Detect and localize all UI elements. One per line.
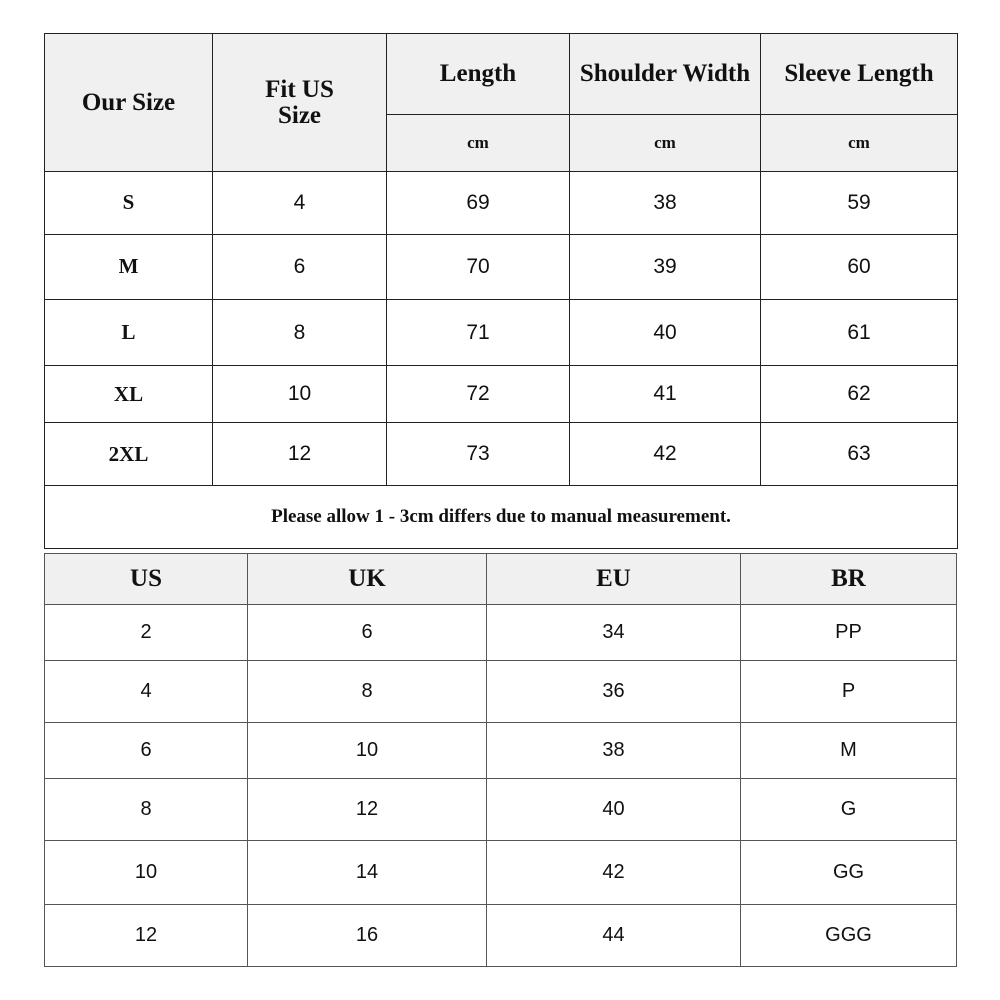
cell-length: 73 [387, 423, 570, 486]
table-row [45, 366, 958, 423]
cell-fit-us-size: 8 [213, 299, 387, 366]
cell-our-size: S [45, 172, 213, 235]
cell-us: 12 [45, 905, 248, 967]
cell-sleeve-length: 62 [761, 366, 958, 423]
cell-our-size: L [45, 299, 213, 366]
cell-shoulder-width: 38 [570, 172, 761, 235]
table-row [45, 779, 957, 841]
cell-fit-us-size: 10 [213, 366, 387, 423]
header-fit-us-size-label: Fit US Size [265, 75, 334, 129]
table-row [45, 841, 957, 905]
cell-sleeve-length: 61 [761, 299, 958, 366]
table-row [45, 234, 958, 299]
cell-uk: 16 [248, 905, 487, 967]
cell-uk: 14 [248, 841, 487, 905]
header-br: BR [741, 554, 957, 605]
cell-sleeve-length: 59 [761, 172, 958, 235]
header-eu: EU [487, 554, 741, 605]
table-row [45, 905, 957, 967]
unit-shoulder-width: cm [570, 115, 761, 172]
cell-uk: 8 [248, 661, 487, 723]
cell-us: 6 [45, 723, 248, 779]
cell-eu: 38 [487, 723, 741, 779]
measurement-note: Please allow 1 - 3cm differs due to manual measurement. [45, 486, 958, 549]
cell-our-size: 2XL [45, 423, 213, 486]
cell-us: 10 [45, 841, 248, 905]
cell-length: 70 [387, 234, 570, 299]
cell-fit-us-size: 4 [213, 172, 387, 235]
header-sleeve-length: Sleeve Length [761, 34, 958, 115]
table-row [45, 661, 957, 723]
size-measurement-table [44, 33, 958, 549]
unit-sleeve-length: cm [761, 115, 958, 172]
cell-us: 2 [45, 605, 248, 661]
cell-eu: 36 [487, 661, 741, 723]
cell-eu: 44 [487, 905, 741, 967]
unit-length: cm [387, 115, 570, 172]
cell-uk: 10 [248, 723, 487, 779]
cell-fit-us-size: 6 [213, 234, 387, 299]
cell-eu: 34 [487, 605, 741, 661]
cell-sleeve-length: 63 [761, 423, 958, 486]
header-uk: UK [248, 554, 487, 605]
cell-eu: 42 [487, 841, 741, 905]
header-fit-us-size [213, 34, 387, 172]
cell-us: 8 [45, 779, 248, 841]
cell-shoulder-width: 40 [570, 299, 761, 366]
cell-length: 72 [387, 366, 570, 423]
table-row [45, 423, 958, 486]
cell-br: P [741, 661, 957, 723]
table-row [45, 605, 957, 661]
cell-br: G [741, 779, 957, 841]
size-conversion-table [44, 553, 957, 967]
cell-br: GGG [741, 905, 957, 967]
header-our-size: Our Size [45, 34, 213, 172]
cell-our-size: XL [45, 366, 213, 423]
cell-us: 4 [45, 661, 248, 723]
cell-uk: 6 [248, 605, 487, 661]
cell-fit-us-size: 12 [213, 423, 387, 486]
cell-br: PP [741, 605, 957, 661]
cell-br: M [741, 723, 957, 779]
cell-shoulder-width: 41 [570, 366, 761, 423]
cell-uk: 12 [248, 779, 487, 841]
cell-sleeve-length: 60 [761, 234, 958, 299]
header-us: US [45, 554, 248, 605]
cell-shoulder-width: 39 [570, 234, 761, 299]
table-row [45, 723, 957, 779]
table-row [45, 172, 958, 235]
cell-length: 71 [387, 299, 570, 366]
header-length: Length [387, 34, 570, 115]
cell-br: GG [741, 841, 957, 905]
header-shoulder-width: Shoulder Width [570, 34, 761, 115]
cell-length: 69 [387, 172, 570, 235]
cell-eu: 40 [487, 779, 741, 841]
table-row [45, 299, 958, 366]
cell-shoulder-width: 42 [570, 423, 761, 486]
cell-our-size: M [45, 234, 213, 299]
